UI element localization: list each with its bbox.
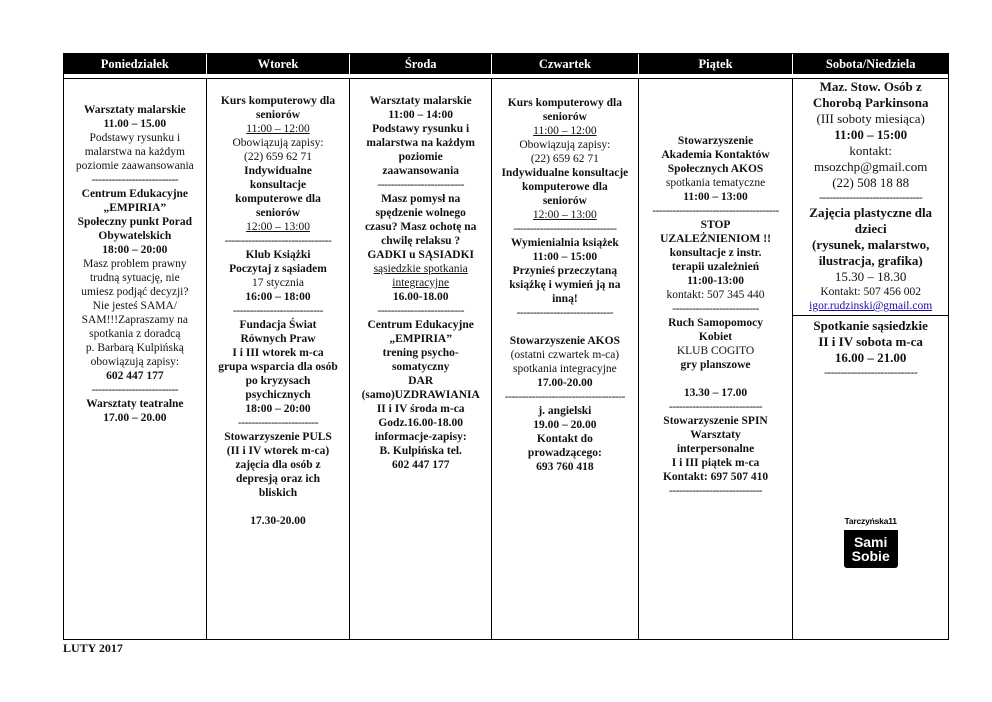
event-text: 11:00 – 12:00	[246, 123, 310, 135]
event-text: 693 760 418	[536, 461, 594, 473]
logo-address: Tarczyńska11	[844, 516, 897, 526]
event-text: p. Barbarą Kulpińską	[85, 342, 184, 354]
event-text: poziomie zaawansowania	[75, 160, 194, 172]
spacer	[641, 120, 791, 134]
event-text: Stowarzyszenie SPIN	[663, 415, 768, 427]
event-text: Kurs komputerowy dla	[220, 95, 336, 107]
spacer	[209, 500, 348, 514]
spacer	[641, 372, 791, 386]
event-text: (ostatni czwartek m-ca)	[510, 349, 620, 361]
event-text: Poczytaj z sąsiadem	[229, 263, 327, 275]
event-text: Przynieś przeczytaną	[512, 265, 618, 277]
separator-line: ----------------------------	[824, 367, 918, 379]
event-text: spotkania tematyczne	[665, 177, 766, 189]
event-text: Równych Praw	[240, 333, 316, 345]
separator-line: --------------------------	[377, 305, 464, 317]
spacer	[641, 106, 791, 120]
event-text: Stowarzyszenie PULS	[224, 431, 332, 443]
event-text: 11:00 – 15:00	[532, 251, 598, 263]
event-text: GADKI u SĄSIADKI	[367, 249, 475, 261]
event-text: książkę i wymień ją na	[509, 279, 621, 291]
event-text: (samo)UZDRAWIANIA	[361, 389, 480, 401]
header-friday: Piątek	[639, 54, 794, 74]
logo-badge	[844, 530, 898, 568]
event-text: 13.30 – 17.00	[683, 387, 748, 399]
event-text: psychicznych	[245, 389, 311, 401]
event-text: Centrum Edukacyjne	[81, 188, 189, 200]
event-text: msozchp@gmail.com	[813, 159, 928, 174]
event-text: Klub Książki	[245, 249, 311, 261]
event-text: Obywatelskich	[98, 230, 172, 242]
event-text: po kryzysach	[245, 375, 311, 387]
separator-line: -------------------------------	[819, 192, 923, 204]
event-text: spędzenie wolnego	[375, 207, 466, 219]
event-text: KLUB COGITO	[676, 345, 755, 357]
spacer	[641, 92, 791, 106]
event-text: trudną sytuację, nie	[89, 272, 180, 284]
event-text: Spotkanie sąsiedzkie	[813, 318, 928, 333]
event-text: ilustracja, grafika)	[818, 253, 923, 268]
separator-line: --------------------------------------	[652, 205, 779, 217]
event-text: Indywidualne konsultacje	[501, 167, 629, 179]
event-text: 11:00 – 14:00	[388, 109, 453, 121]
event-text: DAR	[408, 375, 434, 387]
separator-line: -----------------------------	[516, 307, 614, 319]
event-text: sąsiedzkie spotkania	[373, 263, 468, 275]
separator-line: ---------------------------	[233, 305, 323, 317]
event-text: Podstawy rysunku i	[89, 132, 181, 144]
event-text: 17.30-20.00	[250, 515, 306, 527]
separator-line: -------------------------------	[513, 223, 617, 235]
event-text: (III soboty miesiąca)	[816, 111, 925, 126]
event-text: Indywidualne	[244, 165, 312, 177]
event-text: Zajęcia plastyczne dla	[809, 205, 933, 220]
event-text: seniorów	[542, 195, 587, 207]
event-text: j. angielski	[538, 405, 592, 417]
event-text: Warsztaty malarskie	[369, 95, 472, 107]
event-text: Maz. Stow. Osób z	[819, 79, 922, 94]
event-text: czasu? Masz ochotę na	[364, 221, 477, 233]
event-text: terapii uzależnień	[671, 261, 760, 273]
event-text: Społeczny punkt Porad	[77, 216, 193, 228]
event-text: II i IV środa m-ca	[376, 403, 465, 415]
event-text: informacje-zapisy:	[374, 431, 467, 443]
event-text: inną!	[552, 293, 578, 305]
event-text: Ruch Samopomocy	[668, 317, 763, 329]
event-text: 17.00 – 20.00	[103, 412, 167, 424]
event-text: Wymienialnia książek	[510, 237, 619, 249]
event-text: (22) 508 18 88	[832, 175, 910, 190]
separator-line: --------------------------	[91, 174, 179, 186]
header-weekend: Sobota/Niedziela	[825, 57, 916, 71]
event-text: Centrum Edukacyjne	[367, 319, 474, 331]
event-text: Akademia Kontaktów	[661, 149, 770, 161]
header-tuesday: Wtorek	[207, 54, 351, 74]
event-text: depresją oraz ich	[235, 473, 321, 485]
separator-line: --------------------------	[91, 384, 179, 396]
event-text: 16.00 – 21.00	[834, 350, 907, 365]
event-text: interpersonalne	[676, 443, 755, 455]
header-wednesday: Środa	[350, 54, 492, 74]
event-text: Godz.16.00-18.00	[378, 417, 464, 429]
column-thursday	[492, 78, 639, 639]
event-text: (II i IV wtorek m-ca)	[226, 445, 330, 457]
divider	[793, 315, 948, 316]
separator-line: ----------------------------	[668, 401, 763, 413]
event-text: 11:00 – 13:00	[683, 191, 748, 203]
event-text: konsultacje z instr.	[669, 247, 762, 259]
event-text: 16:00 – 18:00	[245, 291, 311, 303]
event-text: „EMPIRIA”	[389, 333, 452, 345]
event-text: 11:00 – 12:00	[533, 125, 597, 137]
event-text: 18:00 – 20:00	[245, 403, 311, 415]
event-text: 19.00 – 20.00	[533, 419, 597, 431]
event-text: Masz problem prawny	[83, 258, 187, 270]
event-text: Masz pomysł na	[381, 193, 461, 205]
event-text: integracyjne	[392, 277, 450, 289]
column-wednesday	[350, 78, 492, 639]
event-text: prowadzącego:	[527, 447, 602, 459]
event-text: Kurs komputerowy dla	[507, 97, 622, 109]
schedule-body	[64, 74, 948, 639]
event-text[interactable]: igor.rudzinski@gmail.com	[809, 300, 933, 312]
event-text: Kobiet	[698, 331, 733, 343]
event-text: 18:00 – 20:00	[102, 244, 168, 256]
column-monday	[64, 78, 207, 639]
event-text: seniorów	[255, 109, 301, 121]
event-text: I i III piątek m-ca	[671, 457, 760, 469]
event-text: I i III wtorek m-ca	[232, 347, 324, 359]
event-text: zajęcia dla osób z	[235, 459, 321, 471]
event-text: dzieci	[854, 221, 887, 236]
event-text: Chorobą Parkinsona	[812, 95, 929, 110]
separator-line: --------------------------------	[224, 235, 332, 247]
event-text: SAM!!!Zapraszamy na	[81, 314, 188, 326]
event-text: umiesz podjąć decyzji?	[81, 286, 189, 298]
event-text: Kontakt: 697 507 410	[662, 471, 769, 483]
event-text: 602 447 177	[391, 459, 450, 471]
column-weekend	[793, 78, 948, 639]
event-text: 602 447 177	[106, 370, 164, 382]
event-text: komputerowe dla	[522, 181, 608, 193]
event-text: trening psycho-	[382, 347, 459, 359]
event-text: 11.00 – 15.00	[103, 118, 167, 130]
event-text: UZALEŻNIENIOM !!	[660, 233, 771, 245]
event-text: kontakt: 507 345 440	[666, 289, 765, 301]
event-text: Kontakt do	[536, 433, 593, 445]
schedule-table	[63, 53, 949, 640]
event-text: 12:00 – 13:00	[532, 209, 597, 221]
event-text: 12:00 – 13:00	[246, 221, 310, 233]
event-text: Stowarzyszenie	[677, 135, 754, 147]
event-text: B. Kulpińska tel.	[379, 445, 462, 457]
event-text: (rysunek, malarstwo,	[812, 237, 930, 252]
event-text: (22) 659 62 71	[243, 151, 313, 163]
event-text: 15.30 – 18.30	[834, 269, 907, 284]
event-text: seniorów	[255, 207, 301, 219]
separator-line: --------------------------	[672, 303, 759, 315]
event-text: obowiązują zapisy:	[90, 356, 180, 368]
event-text: Podstawy rysunku i	[372, 123, 470, 135]
column-friday	[639, 78, 794, 639]
event-text: STOP	[700, 219, 731, 231]
event-text: kontakt:	[849, 143, 892, 158]
logo-line-2: Sobie	[851, 548, 890, 564]
event-text: Warsztaty malarskie	[83, 104, 186, 116]
event-text: 16.00-18.00	[392, 291, 449, 303]
logo-line-1: Sami	[853, 534, 888, 550]
month-label: LUTY 2017	[63, 641, 123, 655]
header-monday: Poniedziałek	[64, 54, 207, 74]
event-text: chwilę relaksu ?	[381, 235, 461, 247]
event-text: zaawansowania	[382, 165, 460, 177]
event-text: Społecznych AKOS	[667, 163, 764, 175]
event-text: somatyczny	[391, 361, 450, 373]
sami-sobie-logo	[830, 516, 912, 578]
event-text: 17.00-20.00	[537, 377, 593, 389]
separator-line: --------------------------	[377, 179, 464, 191]
event-text: (22) 659 62 71	[530, 153, 599, 165]
event-text: Obowiązują zapisy:	[519, 139, 611, 151]
event-text: Kontakt: 507 456 002	[820, 286, 921, 298]
event-text: Warsztaty teatralne	[86, 398, 184, 410]
header-thursday: Czwartek	[492, 54, 639, 74]
event-text: Obowiązują zapisy:	[232, 137, 324, 149]
event-text: poziomie	[398, 151, 443, 163]
event-text: grupa wsparcia dla osób	[218, 361, 338, 373]
event-text: „EMPIRIA”	[103, 202, 167, 214]
event-text: malarstwa na każdym	[366, 137, 475, 149]
event-text: Nie jesteś SAMA/	[92, 300, 177, 312]
event-text: II i IV sobota m-ca	[818, 334, 923, 349]
event-text: Fundacja Świat	[239, 319, 317, 331]
event-text: 11:00-13:00	[687, 275, 744, 287]
spacer	[494, 320, 636, 334]
event-text: Warsztaty	[690, 429, 741, 441]
event-text: seniorów	[542, 111, 587, 123]
event-text: spotkania z doradcą	[89, 328, 181, 340]
event-text: spotkania integracyjne	[512, 363, 617, 375]
event-text: 11:00 – 15:00	[834, 127, 908, 142]
separator-line: ----------------------------	[668, 485, 763, 497]
event-text: gry planszowe	[680, 359, 751, 371]
header-row	[64, 54, 948, 74]
separator-line: ------------------------	[238, 417, 318, 429]
event-text: Stowarzyszenie AKOS	[509, 335, 620, 347]
event-text: konsultacje	[249, 179, 307, 191]
event-text: komputerowe dla	[235, 193, 321, 205]
event-text: 17 stycznia	[251, 277, 305, 289]
separator-line: ------------------------------------	[504, 391, 625, 403]
column-tuesday	[207, 78, 351, 639]
event-text: bliskich	[258, 487, 298, 499]
event-text: malarstwa na każdym	[84, 146, 185, 158]
